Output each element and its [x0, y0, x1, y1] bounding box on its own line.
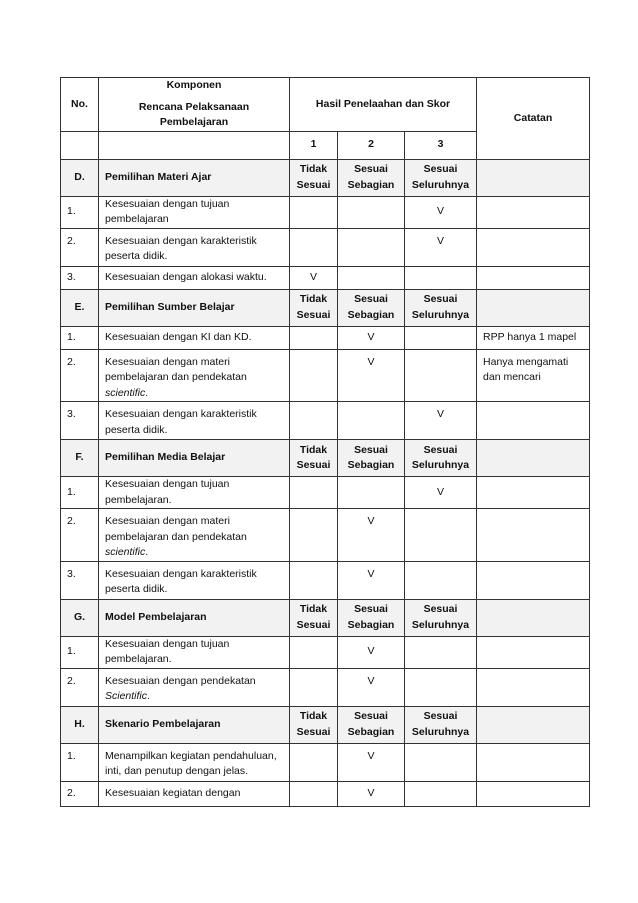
score-2-mark: V	[338, 326, 405, 349]
score-1-mark	[290, 196, 338, 228]
score-3-mark	[405, 781, 477, 806]
score-2-mark: V	[338, 561, 405, 599]
score-3-mark	[405, 266, 477, 289]
item-note	[477, 509, 590, 562]
score-number-empty-komponen	[99, 131, 290, 159]
score-label-sesuai-seluruhnya	[405, 599, 477, 636]
table-row	[61, 402, 590, 440]
score-label-line: Seluruhnya	[411, 178, 470, 191]
table-row	[61, 349, 590, 402]
item-number: 1.	[61, 477, 99, 509]
item-note	[477, 196, 590, 228]
score-label-line: Tidak	[299, 710, 328, 722]
score-3-mark	[405, 636, 477, 668]
score-2-mark	[338, 266, 405, 289]
score-label-line: Sesuai	[423, 603, 458, 615]
item-text-italic: scientific	[105, 546, 146, 558]
score-label-line: Seluruhnya	[411, 725, 470, 738]
header-catatan: Catatan	[477, 78, 590, 160]
item-description: Kesesuaian kegiatan dengan	[99, 781, 290, 806]
score-1-mark	[290, 561, 338, 599]
item-description: Kesesuaian dengan KI dan KD.	[99, 326, 290, 349]
score-3-mark	[405, 561, 477, 599]
score-label-line: Seluruhnya	[411, 459, 470, 471]
review-table-body	[61, 78, 590, 807]
item-description: Kesesuaian dengan tujuan pembelajaran.	[99, 477, 290, 509]
item-text: Kesesuaian dengan materi pembelajaran dan pendekatan	[105, 355, 247, 383]
item-description	[99, 349, 290, 402]
section-title: Pemilihan Sumber Belajar	[99, 289, 290, 326]
score-1-mark	[290, 349, 338, 402]
table-row	[61, 266, 590, 289]
section-code: H.	[61, 706, 99, 743]
score-label-line: Sesuai	[296, 725, 331, 738]
score-2-mark: V	[338, 509, 405, 562]
item-note	[477, 743, 590, 781]
score-label-line: Sebagian	[347, 459, 395, 471]
score-number-3: 3	[405, 131, 477, 159]
score-3-mark	[405, 509, 477, 562]
item-note	[477, 228, 590, 266]
table-row	[61, 196, 590, 228]
section-code: D.	[61, 159, 99, 196]
section-code: F.	[61, 440, 99, 477]
score-1-mark	[290, 636, 338, 668]
score-label-tidak-sesuai	[290, 599, 338, 636]
section-title: Pemilihan Materi Ajar	[99, 159, 290, 196]
item-number: 2.	[61, 668, 99, 706]
score-label-line: Sesuai	[423, 710, 458, 722]
section-header-row	[61, 706, 590, 743]
item-number: 2.	[61, 228, 99, 266]
table-row	[61, 668, 590, 706]
score-label-line: Sesuai	[354, 163, 388, 175]
item-note	[477, 561, 590, 599]
score-1-mark	[290, 402, 338, 440]
section-header-row	[61, 159, 590, 196]
item-number: 2.	[61, 349, 99, 402]
section-note	[477, 706, 590, 743]
score-3-mark	[405, 326, 477, 349]
score-label-tidak-sesuai	[290, 289, 338, 326]
score-number-1: 1	[290, 131, 338, 159]
section-code: G.	[61, 599, 99, 636]
score-label-tidak-sesuai	[290, 706, 338, 743]
score-3-mark: V	[405, 402, 477, 440]
item-description	[99, 668, 290, 706]
score-label-line: Sebagian	[347, 308, 395, 321]
score-label-line: Sesuai	[423, 443, 458, 456]
table-row	[61, 781, 590, 806]
score-2-mark: V	[338, 349, 405, 402]
score-label-sesuai-seluruhnya	[405, 289, 477, 326]
score-2-mark: V	[338, 781, 405, 806]
section-note	[477, 440, 590, 477]
score-2-mark: V	[338, 743, 405, 781]
score-label-line: Sesuai	[354, 443, 388, 456]
score-label-sesuai-sebagian	[338, 440, 405, 477]
item-text-end: .	[145, 386, 149, 399]
score-1-mark	[290, 477, 338, 509]
score-label-line: Sebagian	[347, 618, 395, 631]
item-number: 3.	[61, 561, 99, 599]
score-label-line: Sesuai	[296, 178, 331, 191]
score-label-line: Tidak	[299, 443, 328, 456]
item-text: Kesesuaian dengan pendekatan	[105, 674, 256, 687]
section-header-row	[61, 599, 590, 636]
score-3-mark: V	[405, 477, 477, 509]
item-description: Kesesuaian dengan tujuan pembelajaran	[99, 196, 290, 228]
score-1-mark	[290, 326, 338, 349]
score-label-line: Tidak	[299, 293, 328, 305]
header-komponen-line2: Rencana Pelaksanaan Pembelajaran	[138, 100, 250, 128]
review-table	[60, 77, 590, 807]
table-row	[61, 509, 590, 562]
score-label-sesuai-seluruhnya	[405, 706, 477, 743]
header-row	[61, 78, 590, 132]
score-1-mark	[290, 228, 338, 266]
item-note	[477, 636, 590, 668]
item-description: Kesesuaian dengan tujuan pembelajaran.	[99, 636, 290, 668]
item-text-end: .	[147, 690, 150, 702]
header-no: No.	[61, 78, 99, 132]
score-2-mark	[338, 196, 405, 228]
score-label-line: Sesuai	[296, 308, 331, 321]
score-label-line: Sesuai	[354, 710, 388, 722]
score-label-sesuai-sebagian	[338, 159, 405, 196]
score-label-line: Sesuai	[423, 163, 458, 175]
item-description: Kesesuaian dengan karakteristik peserta didik.	[99, 228, 290, 266]
score-label-sesuai-sebagian	[338, 599, 405, 636]
item-number: 2.	[61, 781, 99, 806]
section-code: E.	[61, 289, 99, 326]
score-label-line: Sesuai	[423, 293, 458, 305]
score-label-line: Sesuai	[354, 603, 388, 615]
table-row	[61, 477, 590, 509]
score-label-line: Tidak	[299, 603, 328, 615]
score-1-mark: V	[290, 266, 338, 289]
score-1-mark	[290, 509, 338, 562]
score-label-line: Seluruhnya	[411, 308, 470, 321]
score-label-line: Tidak	[299, 163, 328, 175]
table-row	[61, 561, 590, 599]
header-komponen-line1: Komponen	[166, 79, 222, 91]
score-3-mark	[405, 743, 477, 781]
section-note	[477, 289, 590, 326]
score-label-line: Sesuai	[354, 293, 388, 305]
item-description: Menampilkan kegiatan pendahuluan, inti, dan penutup dengan jelas.	[99, 743, 290, 781]
score-label-line: Seluruhnya	[411, 618, 470, 631]
item-note	[477, 781, 590, 806]
score-label-sesuai-seluruhnya	[405, 440, 477, 477]
item-description: Kesesuaian dengan alokasi waktu.	[99, 266, 290, 289]
item-text-italic: scientific	[105, 386, 146, 399]
item-note: Hanya mengamati dan mencari	[477, 349, 590, 402]
item-note	[477, 402, 590, 440]
item-number: 1.	[61, 636, 99, 668]
table-row	[61, 228, 590, 266]
score-2-mark: V	[338, 636, 405, 668]
item-text-end: .	[145, 546, 149, 558]
item-description: Kesesuaian dengan karakteristik peserta didik.	[99, 561, 290, 599]
table-row	[61, 636, 590, 668]
score-label-sesuai-seluruhnya	[405, 159, 477, 196]
score-label-sesuai-sebagian	[338, 706, 405, 743]
score-3-mark	[405, 668, 477, 706]
section-note	[477, 159, 590, 196]
item-note	[477, 477, 590, 509]
item-description: Kesesuaian dengan karakteristik peserta didik.	[99, 402, 290, 440]
score-label-tidak-sesuai	[290, 159, 338, 196]
score-3-mark: V	[405, 228, 477, 266]
score-label-sesuai-sebagian	[338, 289, 405, 326]
item-number: 3.	[61, 402, 99, 440]
section-header-row	[61, 440, 590, 477]
table-row	[61, 743, 590, 781]
item-text-italic: Scientific	[105, 690, 148, 702]
section-header-row	[61, 289, 590, 326]
header-komponen	[99, 78, 290, 132]
score-3-mark	[405, 349, 477, 402]
score-2-mark	[338, 228, 405, 266]
item-note	[477, 266, 590, 289]
section-note	[477, 599, 590, 636]
item-number: 1.	[61, 326, 99, 349]
score-1-mark	[290, 668, 338, 706]
score-label-line: Sesuai	[296, 459, 331, 471]
item-number: 1.	[61, 743, 99, 781]
score-3-mark: V	[405, 196, 477, 228]
section-title: Skenario Pembelajaran	[99, 706, 290, 743]
score-label-line: Sebagian	[347, 725, 395, 738]
score-number-2: 2	[338, 131, 405, 159]
item-note: RPP hanya 1 mapel	[477, 326, 590, 349]
score-label-line: Sesuai	[296, 618, 331, 631]
table-row	[61, 326, 590, 349]
score-2-mark	[338, 477, 405, 509]
item-note	[477, 668, 590, 706]
section-title: Model Pembelajaran	[99, 599, 290, 636]
item-number: 2.	[61, 509, 99, 562]
score-2-mark: V	[338, 668, 405, 706]
item-description	[99, 509, 290, 562]
item-number: 1.	[61, 196, 99, 228]
item-number: 3.	[61, 266, 99, 289]
header-hasil: Hasil Penelaahan dan Skor	[290, 78, 477, 132]
section-title: Pemilihan Media Belajar	[99, 440, 290, 477]
item-text: Kesesuaian dengan materi pembelajaran dan pendekatan	[105, 515, 247, 543]
score-2-mark	[338, 402, 405, 440]
score-1-mark	[290, 781, 338, 806]
score-label-line: Sebagian	[347, 178, 395, 191]
score-1-mark	[290, 743, 338, 781]
score-number-empty-no	[61, 131, 99, 159]
score-label-tidak-sesuai	[290, 440, 338, 477]
